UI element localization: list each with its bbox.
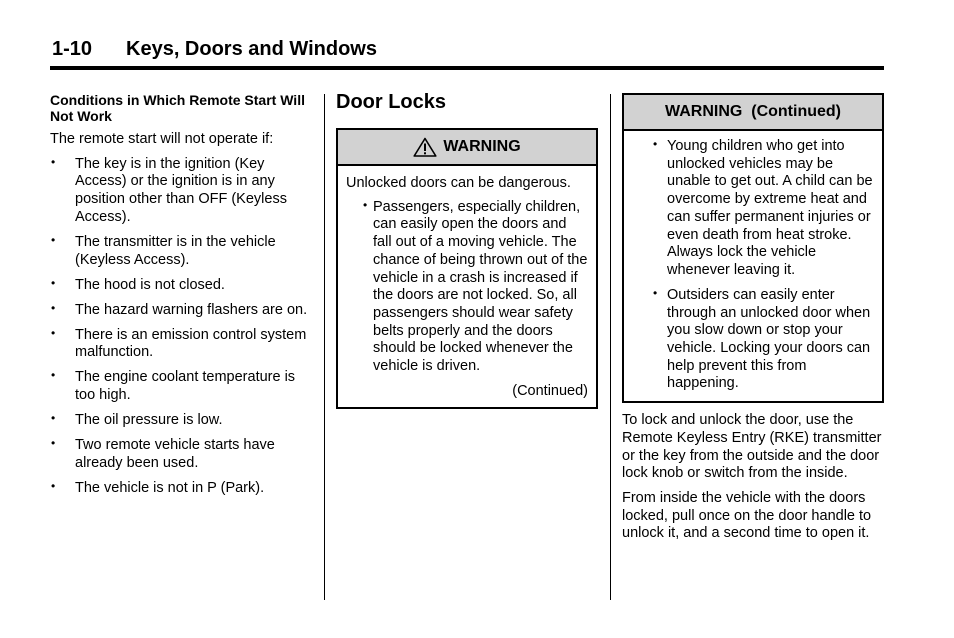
warning-intro: Unlocked doors can be dangerous. [346, 175, 571, 191]
warning-box [336, 128, 598, 409]
page-number: 1-10 [52, 38, 93, 60]
remote-start-intro: The remote start will not operate if: [50, 131, 274, 147]
list-item: • The engine coolant temperature is too high. [50, 369, 314, 404]
warning-continued-list [632, 138, 874, 393]
warning-label: WARNING [443, 138, 521, 155]
remote-start-conditions [50, 156, 314, 498]
list-item: • The hazard warning flashers are on. [50, 302, 314, 320]
list-item: • The hood is not closed. [50, 277, 314, 295]
warning-body [338, 166, 596, 407]
warning-header [338, 130, 596, 166]
warning-continued-label: WARNING (Continued) [665, 103, 841, 120]
list-item: • Young children who get into unlocked vehicles may be unable to get out. A child can be overcome by extreme heat and can suffer permanent injuries or even death from heat stroke. Always lock the vehicle whenever leaving it. [632, 138, 874, 280]
list-item: • There is an emission control system malfunction. [50, 327, 314, 362]
warning-continued-body [624, 131, 882, 401]
list-item: • Passengers, especially children, can easily open the doors and fall out of a moving vehicle. The chance of being thrown out of the vehicle in a crash is increased if the doors are not locked. So, all passengers should wear safety belts properly and the doors should be locked whenever the vehicle is driven. [346, 199, 588, 376]
column-divider-right [610, 94, 611, 600]
warning-continued-box [622, 93, 884, 403]
warning-continued-header [624, 95, 882, 131]
remote-start-section [50, 92, 314, 505]
warning-list [346, 199, 588, 376]
remote-start-heading: Conditions in Which Remote Start Will Not Work [50, 92, 305, 124]
section-title: Door Locks [336, 91, 447, 113]
chapter-title: Keys, Doors and Windows [126, 38, 377, 60]
list-item: • The key is in the ignition (Key Access) or the ignition is in any position other than OFF (Keyless Access). [50, 156, 314, 227]
body-paragraph: From inside the vehicle with the doors locked, pull once on the door handle to unlock it, and a second time to open it. [622, 489, 872, 542]
body-paragraph: To lock and unlock the door, use the Remote Keyless Entry (RKE) transmitter or the key from the outside and the door lock knob or switch from the inside. [622, 412, 882, 482]
column-divider-left [324, 94, 325, 600]
warning-continued-section [622, 93, 884, 550]
list-item: • Outsiders can easily enter through an unlocked door when you slow down or stop your vehicle. Locking your doors can help prevent this from happening. [632, 287, 874, 393]
warning-triangle-icon [413, 137, 437, 157]
page-header [50, 38, 884, 70]
door-locks-section [336, 90, 598, 409]
list-item: • The transmitter is in the vehicle (Keyless Access). [50, 234, 314, 269]
list-item: • The vehicle is not in P (Park). [50, 480, 314, 498]
door-lock-instructions [622, 412, 884, 543]
list-item: • The oil pressure is low. [50, 412, 314, 430]
continued-note: (Continued) [512, 383, 588, 400]
list-item: • Two remote vehicle starts have already been used. [50, 437, 314, 472]
